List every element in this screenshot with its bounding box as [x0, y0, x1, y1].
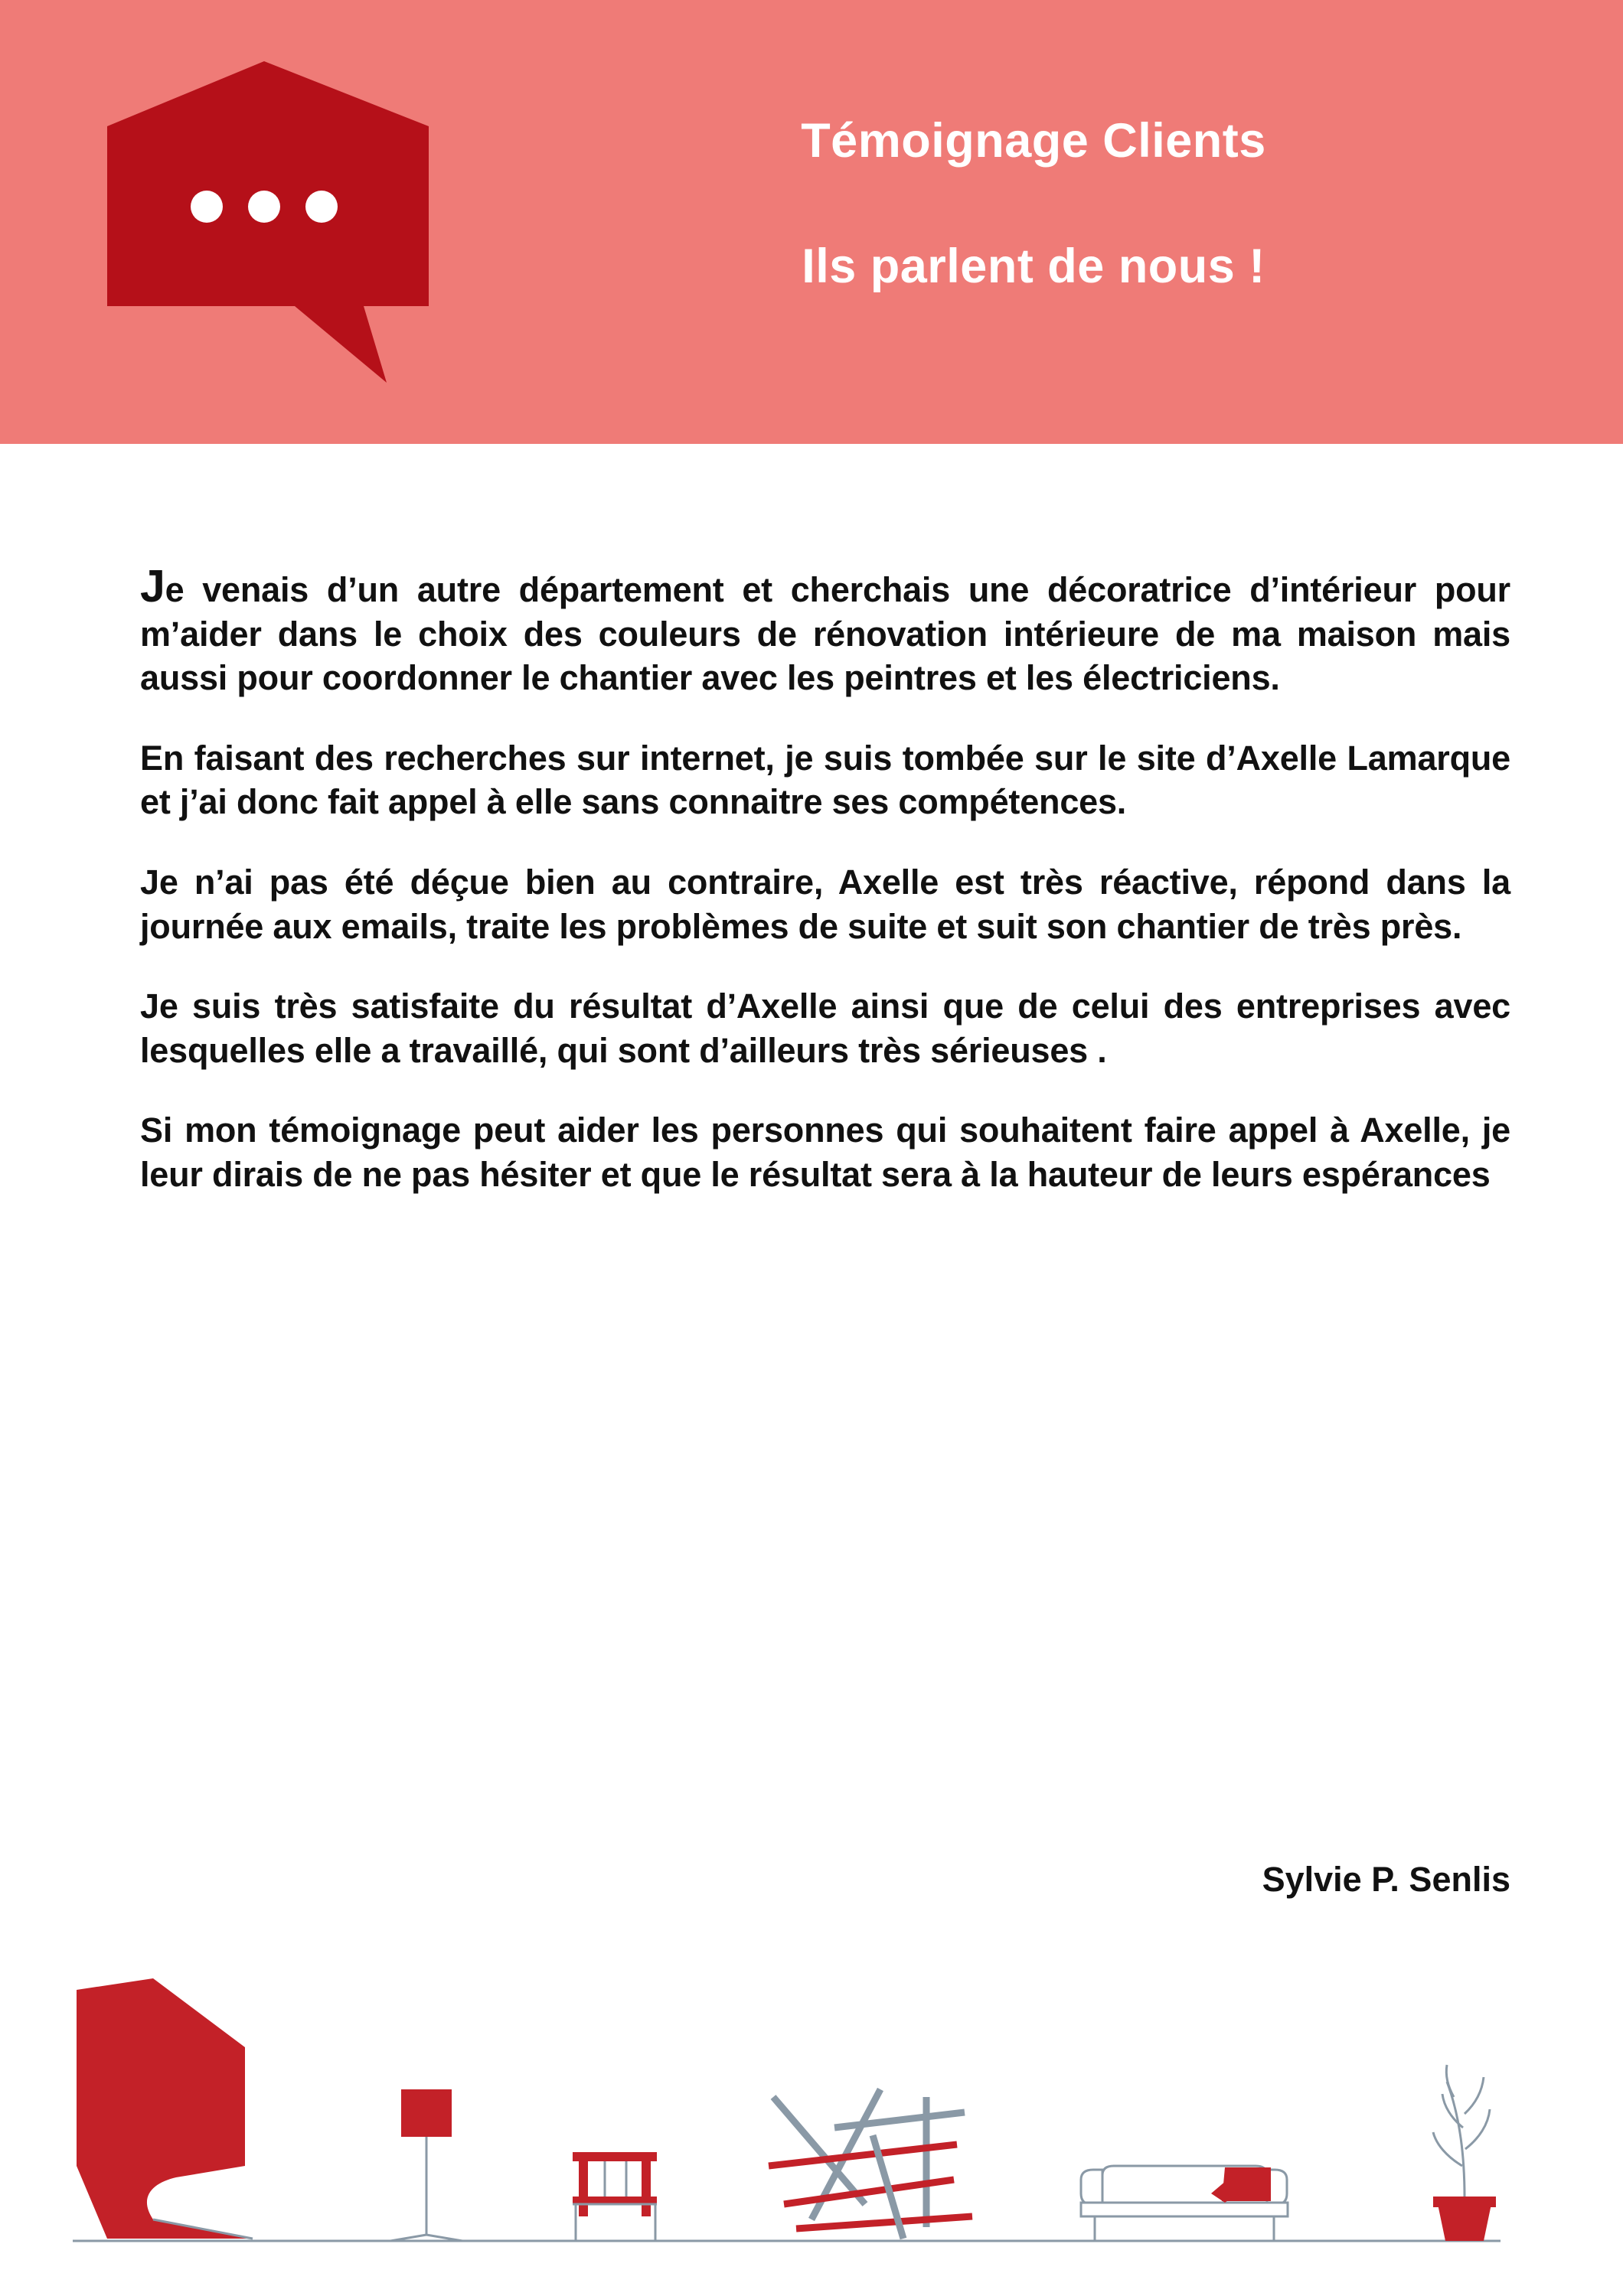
floor-lamp [390, 2089, 462, 2241]
drop-cap: J [140, 561, 165, 612]
header-banner [0, 0, 1623, 444]
abstract-sticks [769, 2089, 972, 2239]
speech-bubble-shape [77, 1978, 253, 2239]
testimonial-body [140, 561, 1510, 1197]
testimonial-paragraph-5: Si mon témoignage peut aider les personnes qui souhaitent faire appel à Axelle, je leur dirais de ne pas hésiter et que le résultat sera à la hauteur de leurs espérances [140, 1110, 1510, 1194]
header-text-block [536, 115, 1531, 294]
furniture-line-illustration [0, 1975, 1623, 2296]
sofa [1081, 2166, 1288, 2241]
page-subtitle: Ils parlent de nous ! [802, 240, 1265, 294]
testimonial-paragraph-1 [140, 561, 1510, 700]
logo [100, 54, 482, 398]
armchair [573, 2152, 657, 2241]
footer-illustration [0, 1975, 1623, 2296]
testimonial-paragraph-2: En faisant des recherches sur internet, je suis tombée sur le site d’Axelle Lamarque et j’ai donc fait appel à elle sans connaitre ses compétences. [140, 738, 1510, 822]
testimonial-paragraph-4: Je suis très satisfaite du résultat d’Axelle ainsi que de celui des entreprises avec lesquelles elle a travaillé, qui sont d’ailleurs très sérieuses . [140, 987, 1510, 1070]
signature: Sylvie P. Senlis [1262, 1860, 1510, 1899]
testimonial-paragraph-3: Je n’ai pas été déçue bien au contraire, Axelle est très réactive, répond dans la journée aux emails, traite les problèmes de suite et suit son chantier de très près. [140, 862, 1510, 946]
paragraph-text: e venais d’un autre département et cherchais une décoratrice d’intérieur pour m’aider dans le choix des couleurs de rénovation intérieure de ma maison mais aussi pour coordonner le chantier avec les peintres et les électriciens. [140, 570, 1510, 698]
page-title: Témoignage Clients [801, 114, 1266, 168]
potted-plant [1433, 2065, 1496, 2241]
speech-bubble-icon [100, 54, 482, 398]
